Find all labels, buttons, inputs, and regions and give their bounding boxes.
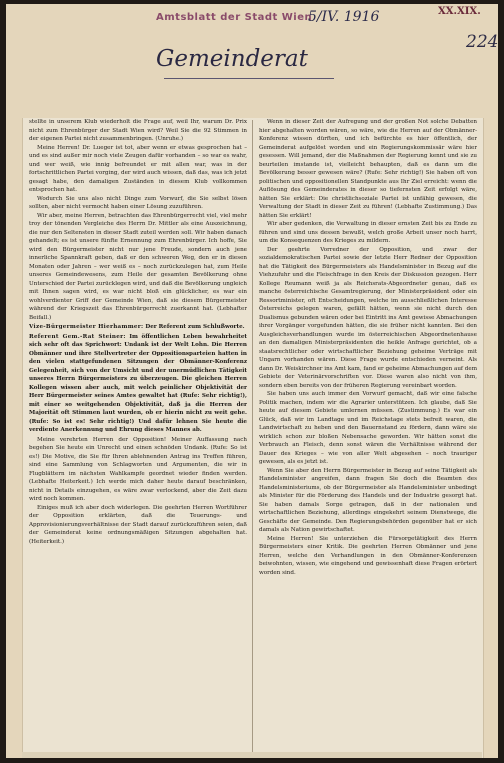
article-paragraph: Wir aber gedenken, die Verwaltung in dieser ernsten Zeit bis zu Ende zu führen und sind uns dessen bewußt, welch große Arbeit unser noch harrt, um die Konsequenzen des Krieges zu mildern.	[259, 221, 477, 244]
speaker-paragraph	[29, 323, 247, 332]
paragraph-text: Im öffentlichen Leben bewahrheitet sich sehr oft das Sprichwort: Undank ist der Welt Lohn. Die Herren Obmänner und ihre Stellvertreter der Oppositionsparteien hatten in den vielen stattgefundenen Sitzungen der Obmänner-Konferenz Gelegenheit, sich von der Umsicht und der unermüdlichen Tätigkeit unseres Herrn Bürgermeisters zu überzeugen. Die gleichen Herren Kollegen wissen aber auch, mit welch peinlicher Objektivität der Herr Bürgermeister seines Amtes gewaltet hat (Rufe: Sehr richtig!), mit einer so weitgehenden Objektivität, daß ja die Herren der Majorität oft Stimmen laut wurden, ob er hierin nicht zu weit gehe. (Rufe: So ist es! Sehr richtig!) Und dafür lehnen Sie heute die verdiente Anerkennung und Ehrung dieses Mannes ab.	[29, 333, 247, 433]
newspaper-stamp: Amtsblatt der Stadt Wien	[156, 12, 313, 23]
article-paragraph: Wir aber, meine Herren, betrachten das Ehrenbürgerrecht viel, viel mehr troy der tönenden Vergleiche des Herrn Dr. Mittler als eine Auszeichnung, die nur den Seltensten in dieser Stadt zuteil werden soll. Wir haben danach gehandelt; es ist unsere fünfte Ernennung zum Ehrenbürger. Ich hoffe, Sie wird den Bürgermeister nicht nur jene Freude, sondern auch jene innerliche Spannkraft geben, daß er den schweren Weg, den er in diesen Monaten oder Jahren – wer weiß es – noch zurückzulegen hat, zum Heile unseres Gemeindewesens, zum Heile der gesamten Bevölkerung ohne Unterschied der Partei zurücklegen wird, und daß die Bevölkerung ungleich mit Ihnen sagen wird, es war nicht bloß ein glücklicher, es war ein wohlverdienter Griff der Gemeinde Wien, daß sie diesem Bürgermeister während der Kriegszeit das Ehrenbürgerrecht zuerkannt hat. (Lebhafter Beifall.)	[29, 212, 247, 321]
article-paragraph: stellte in unserem Klub wiederholt die Frage auf, weil Ihr, warum Dr. Prix nicht zum Ehrenbürger der Stadt Wien wird? Weil Sie die 92 Stimmen in der eigenen Partei nicht zusammenbringen. (Unruhe.)	[29, 119, 247, 142]
article-paragraph: Sie haben uns auch immer den Vorwurf gemacht, daß wir eine falsche Politik machen, indem wir die Agrarier unterstützen. Ich glaube, daß Sie heute auf diesem Gebiete umlernen müssen. (Zustimmung.) Es war ein Glück, daß wir im Landtage und im Reichstage stets befreit waren, die Landwirtschaft zu heben und den Bauernstand zu fördern, dann wäre sie wirklich schon zur bloßen Nebensache geworden. Wir hätten sonst die Verbrauch an Fleisch, denn sonst wären die Verhältnisse während der Dauer des Krieges – wie von aller Welt abgesehen – noch trauriger gewesen, als es jetzt ist.	[259, 391, 477, 465]
speaker-label: Vize-Bürgermeister Hierhammer:	[29, 324, 144, 330]
handwritten-roman-numeral: XX.XIX.	[438, 6, 481, 17]
paragraph-text: Der Referent zum Schlußworte.	[145, 324, 245, 330]
article-paragraph: Meine Herren! Sie unterziehen die Fürsorgetätigkeit des Herrn Bürgermeisters einer Kritik. Die geehrten Herren Obmänner und jene Herren, welche den Verhandlungen in den Obmänner-Konferenzen beiwohnten, wissen, wie eingehend und gewissenhaft diese Fragen erörtert worden sind.	[259, 535, 477, 576]
newspaper-clipping	[22, 118, 484, 758]
handwritten-date: 5/IV. 1916	[308, 9, 380, 25]
handwritten-title: Gemeinderat	[156, 46, 308, 72]
left-column	[29, 118, 247, 758]
speaker-label: Referent Gem.-Rat Steiner:	[29, 333, 126, 340]
right-column	[259, 118, 477, 758]
article-paragraph: Meine verehrten Herren der Opposition! Meiner Auffassung nach begehen Sie heute ein Unrecht und einen schnöden Undank. (Rufe: So ist es!) Die Motive, die Sie für Ihren ablehnenden Antrag ins Treffen führen, sind eine Sammlung von Schlagworten und Argumenten, die wir in Flugblättern im nächsten Wahlkampfe geordnet wieder finden werden. (Lebhafte Heiterkeit.) Ich werde mich daher heute darauf beschränken, nicht in Details einzugehen, es wäre zwar verlockend, aber die Zeit dazu wird noch kommen.	[29, 436, 247, 502]
article-paragraph: Einiges muß ich aber doch widerlegen. Die geehrten Herren Wortführer der Opposition erklärten, daß die Teuerungs- und Approvisionierungsverhältnisse der Stadt darauf zurückzuführen seien, daß der Gemeinderat keine ordnungsmäßigen Sitzungen abgehalten hat. (Heiterkeit.)	[29, 504, 247, 545]
article-paragraph: Wenn in dieser Zeit der Aufregung und der großen Not solche Debatten hier abgehalten worden wären, so wäre, wie die Herren auf der Obmänner-Konferenz wissen dürften, und ich befürchte es hier öffentlich, der Gemeinderat aufgelöst worden und ein Regierungskommissär wäre hier gesessen. Will jemand, der die Maßnahmen der Regierung kennt und sie zu beurteilen imstande ist, vielleicht behaupten, daß es dann um die Bevölkerung besser gewesen wäre? (Rufe: Sehr richtig!) Sie haben oft von politischen und oppositionellen Standpunkte aus Ihr Ziel erreicht: wenn die Auflösung des Gemeinderates in dieser so tiefernsten Zeit erfolgt wäre, hätten Sie erklärt: Die christlichsoziale Partei ist unfähig gewesen, die Verwaltung der Stadt in dieser Zeit zu führen! (Lebhafte Zustimmung.) Das hätten Sie erklärt!	[259, 119, 477, 219]
article-paragraph: Wodurch Sie uns also nicht Dinge zum Vorwurf, die Sie selbst lösen sollten, aber nicht vermocht haben einer Lösung zuzuführen.	[29, 195, 247, 210]
title-underline	[164, 78, 334, 79]
article-paragraph: Wenn Sie aber den Herrn Bürgermeister in Bezug auf seine Tätigkeit als Handelsminister angreifen, dann fragen Sie doch die Beamten des Handelsministeriums, ob der Bürgermeister als Handelsminister unbedingt als Minister für die Förderung des Handels und der Industrie gesorgt hat. Sie haben damals Sorge getragen, daß in der nationalen und wirtschaftlichen Beziehung, allerdings eingekehrt seinem Dienstwege, die Geschäfte der Gemeinde. Den Regierungsbehörden gegenüber hat er sich damals als Nation gewirtschaftet.	[259, 467, 477, 533]
speaker-paragraph	[29, 333, 247, 435]
clipping-bottom-edge	[22, 752, 482, 758]
column-divider	[252, 120, 253, 756]
article-paragraph: Der geehrte Vorredner der Opposition, und zwar der sozialdemokratischen Partei sowie der letzte Herr Redner der Opposition hat die Tätigkeit des Bürgermeisters als Handelsminister in Bezug auf die Viehzufuhr und die Fleischfrage in den Kreis der Diskussion gezogen. Herr Kollege Reumann weiß ja als Reichsrats-Abgeordneter genau, daß es manche österreichische Gesamtregierung, der Ministerpräsident oder ein Ressortminister, oft Entscheidungen, welche im ausschließlichen Interesse Österreichs gelegen waren, gefällt hätten, wenn sie nicht durch den Dualismus gebunden wären oder bei Eintritt ins Amt gewisse Abmachungen ihrer Vorgänger vorgefunden hätten, die sie früher nicht kannten. Bei den Ausgleichsverhandlungen wurde im österreichischen Abgeordnetenhause an den damaligen Ministerpräsidenten die heikle Anfrage gerichtet, ob a staatsrechtlicher oder wirtschaftlicher Beziehung geheime Verträge mit Ungarn vorhanden wären. Diese Frage wurde entschieden verneint. Als dann Dr. Weiskirchner ins Amt kam, fand er geheime Abmachungen auf dem Gebiete der Veterinärvorschriften vor. Diese waren also nicht von ihm, sondern eben bereits von der früheren Regierung vereinbart worden.	[259, 246, 477, 389]
page-number: 224	[466, 32, 499, 52]
article-paragraph: Meine Herren! Dr. Lueger ist tot, aber wenn er etwas gesprochen hat – und es sind außer mir noch viele Zeugen dafür vorhanden – so war es wahr, und wer weiß, wie innig befreundet er mit allen war, was in der fortschrittlichen Partei vorging, der wird auch wissen, daß das, was ich jetzt gesagt habe, den damaligen Zuständen in diesem Klub vollkommen entsprochen hat.	[29, 144, 247, 193]
